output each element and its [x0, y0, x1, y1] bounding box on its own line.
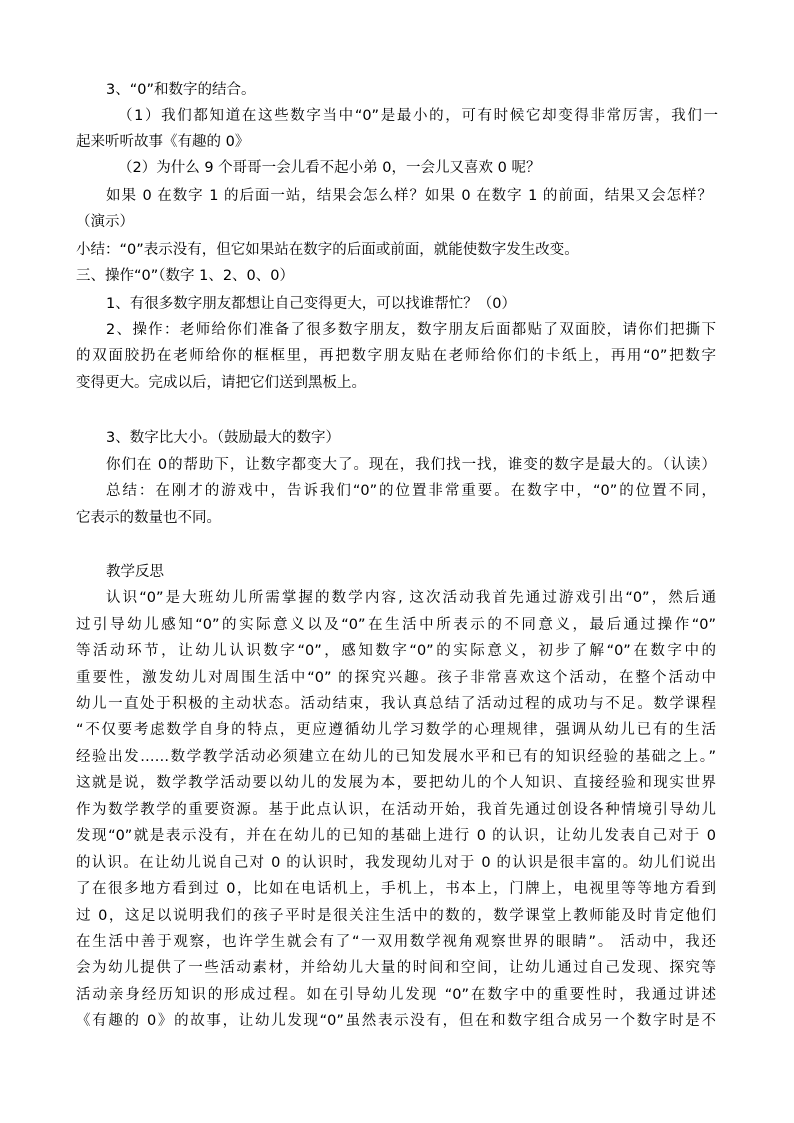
paragraph-line: 过引导幼儿感知“0”的实际意义以及“0”在生活中所表示的不同意义，最后通过操作“0” — [76, 617, 716, 633]
paragraph-line: 会为幼儿提供了一些活动素材，并给幼儿大量的时间和空间，让幼儿通过自己发现、探究等 — [76, 960, 716, 976]
summary-line: 小结：“0”表示没有，但它如果站在数字的后面或前面，就能使数字发生改变。 — [76, 242, 579, 258]
paragraph-line: 1、有很多数字朋友都想让自己变得更大，可以找谁帮忙？（0） — [106, 296, 516, 312]
paragraph-line: 它表示的数量也不同。 — [76, 510, 221, 526]
paragraph-line: 在生活中善于观察，也许学生就会有了“一双用数学视角观察世界的眼睛”。 活动中，我还 — [76, 934, 716, 950]
paragraph-line: 等活动环节，让幼儿认识数字“0”，感知数字“0”的实际意义，初步了解“0”在数字中的 — [76, 643, 716, 659]
paragraph-line: 幼儿一直处于积极的主动状态。活动结束，我认真总结了活动过程的成功与不足。数学课程 — [76, 696, 716, 712]
section-heading: 三、操作“0”（数字 1、2、0、0） — [76, 268, 295, 284]
paragraph-line: 发现“0”就是表示没有，并在在幼儿的已知的基础上进行 0 的认识，让幼儿发表自己对于 0 — [76, 828, 716, 844]
paragraph-line: 的双面胶扔在老师给你的框框里，再把数字朋友贴在老师给你们的卡纸上，再用“0”把数字 — [76, 348, 716, 364]
paragraph-line: （2）为什么 9 个哥哥一会儿看不起小弟 0，一会儿又喜欢 0 呢？ — [118, 160, 541, 176]
paragraph-line: 如果 0 在数字 1 的后面一站，结果会怎么样？如果 0 在数字 1 的前面，结果又会怎样？ — [106, 188, 712, 204]
paragraph-line: 经验出发……数学教学活动必须建立在幼儿的已知发展水平和已有的知识经验的基础之上。” — [76, 749, 716, 765]
paragraph-line: 过 0，这足以说明我们的孩子平时是很关注生活中的数的，数学课堂上教师能及时肯定他们 — [76, 908, 716, 924]
paragraph-line: 2、操作：老师给你们准备了很多数字朋友，数字朋友后面都贴了双面胶，请你们把撕下 — [106, 322, 716, 338]
section-heading: 3、数字比大小。（鼓励最大的数字） — [106, 430, 340, 446]
paragraph-line: 重要性，激发幼儿对周围生活中“0” 的探究兴趣。孩子非常喜欢这个活动，在整个活动中 — [76, 670, 716, 686]
paragraph-line: 起来听听故事《有趣的 0》 — [76, 134, 250, 150]
paragraph-line: 《有趣的 0》的故事，让幼儿发现“0”虽然表示没有，但在和数字组合成另一个数字时是不 — [76, 1013, 716, 1029]
paragraph-line: 的认识。在让幼儿说自己对 0 的认识时，我发现幼儿对于 0 的认识是很丰富的。幼儿们说出 — [76, 855, 716, 871]
summary-line: 总结：在刚才的游戏中，告诉我们“0”的位置非常重要。在数字中，“0”的位置不同， — [106, 483, 716, 499]
paragraph-line: 你们在 0的帮助下，让数字都变大了。现在，我们找一找，谁变的数字是最大的。（认读） — [106, 457, 716, 473]
section-heading: 3、“0”和数字的结合。 — [106, 82, 256, 98]
paragraph-line: （演示） — [76, 214, 134, 230]
paragraph-line: （1）我们都知道在这些数字当中“0”是最小的，可有时候它却变得非常厉害，我们一 — [118, 108, 718, 124]
paragraph-line: 这就是说，数学教学活动要以幼儿的发展为本，要把幼儿的个人知识、直接经验和现实世界 — [76, 775, 716, 791]
paragraph-line: “不仅要考虑数学自身的特点，更应遵循幼儿学习数学的心理规律，强调从幼儿已有的生活 — [76, 722, 716, 738]
section-heading: 教学反思 — [106, 564, 164, 580]
paragraph-line: 活动亲身经历知识的形成过程。如在引导幼儿发现 “0”在数字中的重要性时，我通过讲述 — [76, 987, 716, 1003]
paragraph-line: 作为数学教学的重要资源。基于此点认识，在活动开始，我首先通过创设各种情境引导幼儿 — [76, 802, 716, 818]
paragraph-line: 变得更大。完成以后，请把它们送到黑板上。 — [76, 375, 366, 391]
paragraph-line: 了在很多地方看到过 0，比如在电话机上，手机上，书本上，门牌上，电视里等等地方看到 — [76, 881, 716, 897]
paragraph-line: 认识“0”是大班幼儿所需掌握的数学内容, 这次活动我首先通过游戏引出“0”，然后通 — [106, 590, 716, 606]
